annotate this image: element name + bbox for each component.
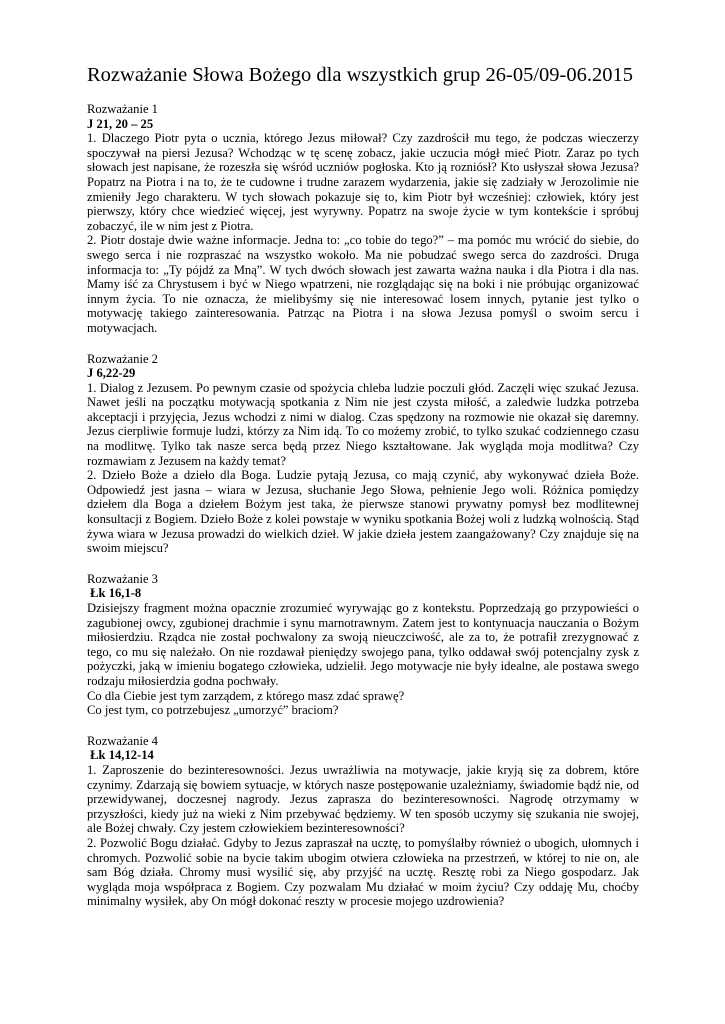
meditation-section-2: [87, 352, 639, 556]
paragraph: 1. Dlaczego Piotr pyta o ucznia, którego Jezus miłował? Czy zazdrościł mu tego, że podczas wieczerzy spoczywał na piersi Jezusa? Wchodząc w tę scenę zobacz, jakie uczucia mógł mieć Piotr. Zaraz po tych słowach jest napisane, że rozeszła się wśród uczniów pogłoska. Kto ją rozniósł? Kto usłyszał słowa Jezusa? Popatrz na Piotra i na to, że te cudowne i trudne zarazem wydarzenia, jakie się zadziały w Jerozolimie nie zmieniły Jego charakteru. W tych słowach pokazuje się to, kim Piotr był wcześniej: człowiek, który jest pierwszy, który chce wiedzieć więcej, jest wyrywny. Popatrz na swoje życie w tym kontekście i spróbuj zobaczyć, ile w nim jest z Piotra.: [87, 131, 639, 233]
section-heading: Rozważanie 1: [87, 102, 158, 116]
document-page: [87, 62, 639, 925]
meditation-section-3: [87, 572, 639, 718]
paragraph: 2. Piotr dostaje dwie ważne informacje. Jedna to: „co tobie do tego?” – ma pomóc mu wrócić do siebie, do swego serca i nie rozpraszać na wszystko wokoło. Ma nie pobudzać swego serca do zazdrości. Druga informacja to: „Ty pójdź za Mną”. W tych dwóch słowach jest zawarta ważna nauka i dla Piotra i dla nas. Mamy iść za Chrystusem i być w Niego wpatrzeni, nie rozglądając się na boki i nie próbując organizować innym życia. To nie oznacza, że mielibyśmy się nie interesować losem innych, pytanie jest tylko o motywację takiego zainteresowania. Patrząc na Piotra i na słowa Jezusa pomyśl o swoim sercu i motywacjach.: [87, 233, 639, 335]
paragraph: 1. Dialog z Jezusem. Po pewnym czasie od spożycia chleba ludzie poczuli głód. Zaczęli więc szukać Jezusa. Nawet jeśli na początku motywacją spotkania z Nim nie jest czysta miłość, a zaledwie ludzka potrzeba akceptacji i przyjęcia, Jezus wchodzi z nimi w dialog. Czas spędzony na rozmowie nie okazał się daremny. Jezus cierpliwie formuje ludzi, którzy za Nim idą. To co możemy zrobić, to tylko szukać codziennego czasu na modlitwę. Tylko tak nasze serca będą przez Niego kształtowane. Jak wygląda moja modlitwa? Czy rozmawiam z Jezusem na każdy temat?: [87, 380, 639, 468]
scripture-reference: Łk 16,1-8: [87, 586, 142, 601]
paragraph: Co jest tym, co potrzebujesz „umorzyć” braciom?: [87, 703, 339, 718]
section-heading: Rozważanie 2: [87, 351, 158, 366]
document-title: Rozważanie Słowa Bożego dla wszystkich grup 26-05/09-06.2015: [87, 64, 633, 86]
paragraph: 1. Zaproszenie do bezinteresowności. Jezus uwrażliwia na motywacje, jakie kryją się za dobrem, które czynimy. Zdarzają się bowiem sytuacje, w których nasze postępowanie uzależniamy, świadomie bądź nie, od przewidywanej, doczesnej nagrody. Jezus zaprasza do bezinteresowności. Nagrodę otrzymamy w przyszłości, kiedy już na wieki z Nim przebywać będziemy. W ten sposób uczymy się szukania nie swojej, ale Bożej chwały. Czy jestem człowiekiem bezinteresowności?: [87, 762, 639, 836]
meditation-section-4: [87, 734, 639, 909]
section-heading: Rozważanie 3: [87, 571, 158, 586]
scripture-reference: J 6,22-29: [87, 366, 136, 381]
meditation-section-1: [87, 102, 639, 336]
paragraph: 2. Pozwolić Bogu działać. Gdyby to Jezus zapraszał na ucztę, to pomyślałby również o ubogich, ułomnych i chromych. Pozwolić sobie na bycie takim ubogim otwiera człowieka na przestrzeń, w której to nie on, ale sam Bóg działa. Chromy musi wysilić się, aby przyjść na ucztę. Resztę robi za Niego gospodarz. Jak wygląda moja współpraca z Bogiem. Czy pozwalam Mu działać w moim życiu? Czy oddaję Mu, choćby minimalny wysiłek, aby On mógł dokonać reszty w procesie mojego uzdrowienia?: [87, 835, 639, 909]
scripture-reference: J 21, 20 – 25: [87, 116, 154, 131]
paragraph: 2. Dzieło Boże a dzieło dla Boga. Ludzie pytają Jezusa, co mają czynić, aby wykonywać dzieła Boże. Odpowiedź jest jasna – wiara w Jezusa, słuchanie Jego Słowa, pełnienie Jego woli. Różnica pomiędzy dziełem dla Boga a dziełem Bożym jest taka, że pierwsze stanowi prywatny pomysł bez modlitewnej konsultacji z Bogiem. Dzieło Boże z kolei powstaje w wyniku spotkania Bożej woli z ludzką wolnością. Stąd żywa wiara w Jezusa prowadzi do wielkich dzieł. W jakie dzieła jestem zaangażowany? Czy znajduje się na swoim miejscu?: [87, 468, 639, 556]
section-heading: Rozważanie 4: [87, 733, 158, 748]
paragraph: Dzisiejszy fragment można opacznie zrozumieć wyrywając go z kontekstu. Poprzedzają go przypowieści o zagubionej owcy, zgubionej drachmie i synu marnotrawnym. Zatem jest to kontynuacja nauczania o Bożym miłosierdziu. Rządca nie został pochwalony za swoją nieuczciwość, ale za to, że potrafił zrezygnować z tego, co mu się należało. On nie rozdawał pieniędzy swojego pana, tylko oddawał swój potencjalny zysk z pożyczki, jaką w imieniu bogatego człowieka, udzielił. Jego motywacje nie były idealne, ale postawa swego rodzaju miłosierdzia godna pochwały.: [87, 601, 639, 688]
scripture-reference: Łk 14,12-14: [87, 748, 154, 763]
paragraph: Co dla Ciebie jest tym zarządem, z którego masz zdać sprawę?: [87, 688, 405, 703]
